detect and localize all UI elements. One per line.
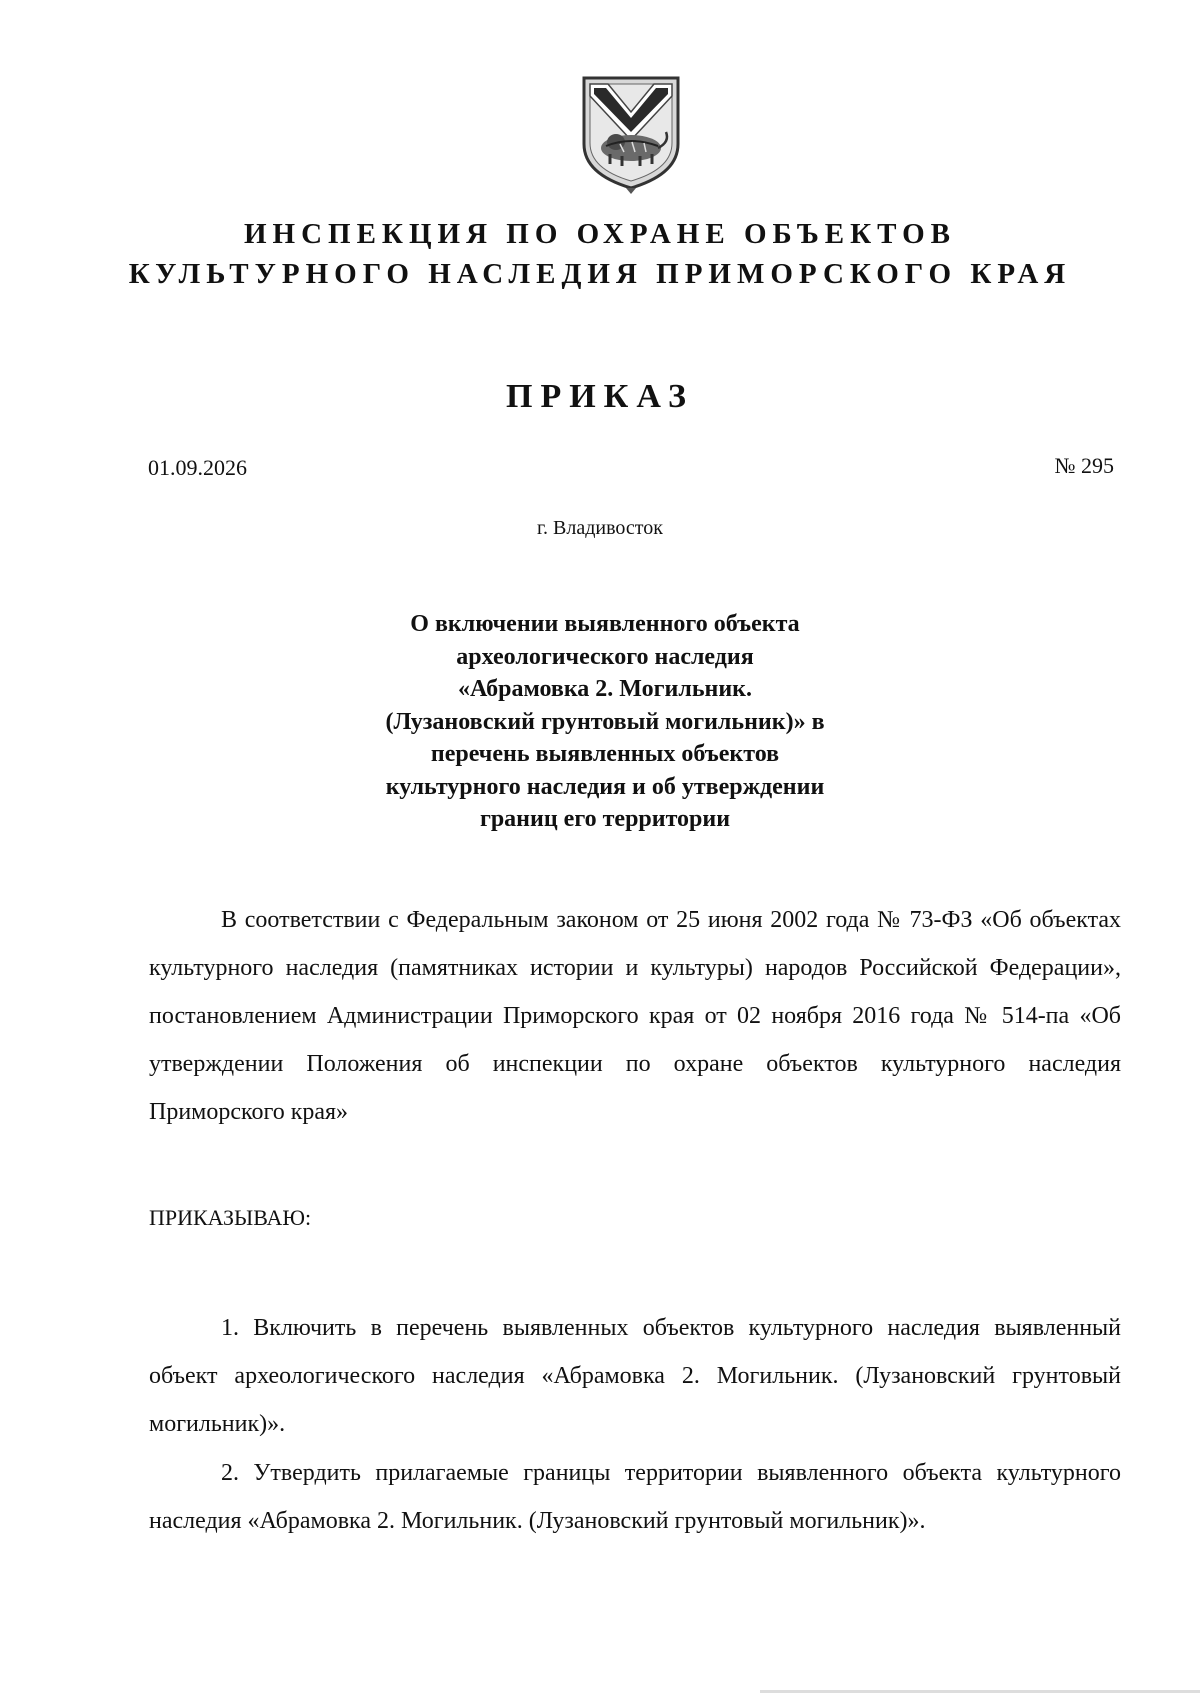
document-type: ПРИКАЗ [506,378,694,415]
document-title-line: археологического наследия [456,643,754,670]
organization-name-line1: ИНСПЕКЦИЯ ПО ОХРАНЕ ОБЪЕКТОВ [243,218,957,250]
document-number: № 295 [1054,453,1114,478]
document-date: 01.09.2026 [148,455,247,480]
primorsky-krai-coat-of-arms-icon [580,74,682,194]
organization-name-line2: КУЛЬТУРНОГО НАСЛЕДИЯ ПРИМОРСКОГО КРАЯ [128,258,1072,290]
document-title-line: перечень выявленных объектов [430,741,780,767]
scan-edge-divider [760,1690,1200,1693]
document-title-line: (Лузановский грунтовый могильник)» в [385,708,825,735]
document-title-line: границ его территории [479,806,731,832]
order-item: 1. Включить в перечень выявленных объектов культурного наследия выявленный объект археологического наследия «Абрамовка 2. Могильник. (Лузановский грунтовый могильник)». [149,1315,1121,1437]
document-title-line: О включении выявленного объекта [410,611,800,637]
document-title [340,608,870,836]
preamble-paragraph: В соответствии с Федеральным законом от 25 июня 2002 года № 73-ФЗ «Об объектах культурного наследия (памятниках истории и культуры) народов Российской Федерации», постановлением Администрации Приморского края от 02 ноября 2016 года № 514-па «Об утверждении Положения об инспекции по охране объектов культурного наследия Приморского края» [149,907,1121,1125]
document-title-line: культурного наследия и об утверждении [385,773,825,800]
order-item: 2. Утвердить прилагаемые границы территории выявленного объекта культурного наследия «Абрамовка 2. Могильник. (Лузановский грунтовый могильник)». [149,1460,1121,1534]
document-title-line: «Абрамовка 2. Могильник. [457,676,753,702]
order-word: ПРИКАЗЫВАЮ: [149,1205,312,1230]
document-place: г. Владивосток [537,517,663,539]
